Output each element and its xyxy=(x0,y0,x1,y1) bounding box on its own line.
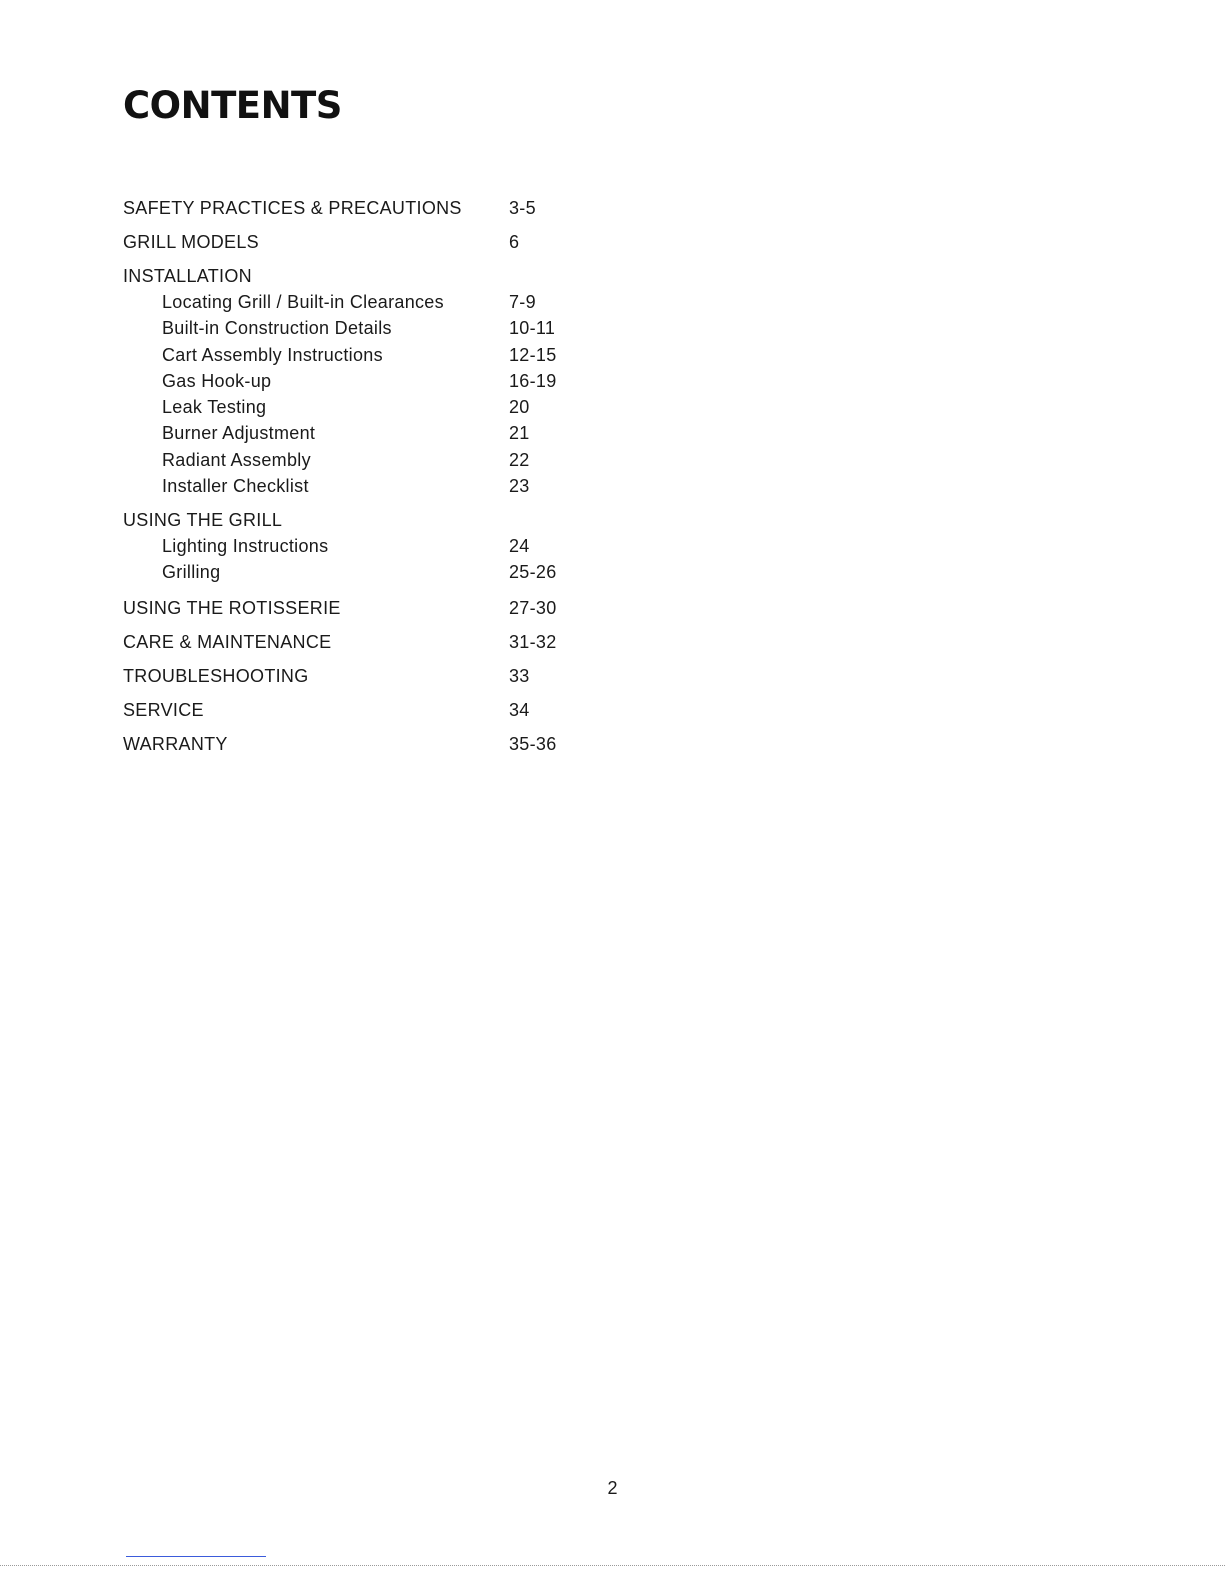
toc-entry-label: USING THE GRILL xyxy=(123,510,283,530)
toc-entry-label: Installer Checklist xyxy=(162,476,309,496)
toc-entry-pages: 16-19 xyxy=(509,371,557,391)
toc-entry-label: GRILL MODELS xyxy=(123,232,259,252)
toc-entry-pages: 10-11 xyxy=(509,318,556,338)
toc-entry-label: Grilling xyxy=(162,562,221,582)
toc-entry-label: SERVICE xyxy=(123,700,204,720)
toc-entry-label: SAFETY PRACTICES & PRECAUTIONS xyxy=(123,198,462,218)
toc-entry-label: Radiant Assembly xyxy=(162,450,311,470)
toc-entry-label: Lighting Instructions xyxy=(162,536,329,556)
toc-entry-pages: 3-5 xyxy=(509,198,536,218)
toc-entry-label: INSTALLATION xyxy=(123,266,252,286)
toc-entry-label: Gas Hook-up xyxy=(162,371,272,391)
toc-entry-pages: 24 xyxy=(509,536,530,556)
toc-entry-pages: 31-32 xyxy=(509,632,557,652)
toc-entry-pages: 27-30 xyxy=(509,598,557,618)
toc-entry-label: USING THE ROTISSERIE xyxy=(123,598,341,618)
toc-entry-pages: 7-9 xyxy=(509,292,536,312)
toc-entry-pages: 20 xyxy=(509,397,530,417)
toc-entry-pages: 35-36 xyxy=(509,734,557,754)
toc-entry-label: Burner Adjustment xyxy=(162,423,316,443)
toc-entry-label: Built-in Construction Details xyxy=(162,318,392,338)
toc-entry-label: TROUBLESHOOTING xyxy=(123,666,309,686)
toc-entry-label: Leak Testing xyxy=(162,397,267,417)
toc-entry-pages: 33 xyxy=(509,666,530,686)
toc-entry-pages: 21 xyxy=(509,423,530,443)
toc-entry-label: CARE & MAINTENANCE xyxy=(123,632,332,652)
toc-entry-pages: 12-15 xyxy=(509,345,557,365)
toc-entry-pages: 34 xyxy=(509,700,530,720)
footer-underline xyxy=(126,1556,266,1557)
toc-entry-label: WARRANTY xyxy=(123,734,228,754)
toc-entry-label: Cart Assembly Instructions xyxy=(162,345,383,365)
toc-entry-pages: 22 xyxy=(509,450,530,470)
toc-entry-label: Locating Grill / Built-in Clearances xyxy=(162,292,444,312)
page-number: 2 xyxy=(607,1478,618,1498)
toc-entry-pages: 6 xyxy=(509,232,520,252)
toc-entry-pages: 25-26 xyxy=(509,562,557,582)
footer-divider xyxy=(0,1565,1225,1566)
page-title: CONTENTS xyxy=(123,84,342,127)
toc-entry-pages: 23 xyxy=(509,476,530,496)
